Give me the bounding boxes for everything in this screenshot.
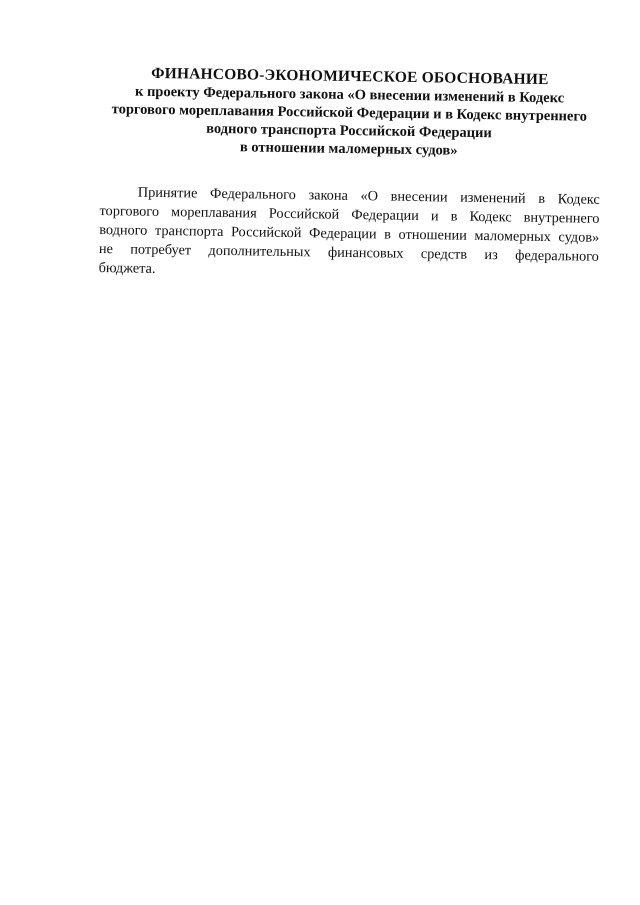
title-line-1: к проекту Федерального закона «О внесении изменений в Кодекс <box>134 83 565 107</box>
document-title-block <box>95 64 604 162</box>
body-line-3: водного транспорта Российской Федерации в отношении маломерных судов» <box>99 221 600 246</box>
body-line-5: бюджета. <box>98 259 156 277</box>
title-line-3: водного транспорта Российской Федерации <box>206 120 492 142</box>
body-line-2: торгового мореплавания Российской Федерации и в Кодекс внутреннего <box>99 202 600 227</box>
body-line-1: Принятие Федерального закона «О внесении изменений в Кодекс <box>137 184 600 208</box>
document-body-paragraph <box>99 183 600 286</box>
title-line-4: в отношении маломерных судов» <box>239 139 458 159</box>
title-line-2: торгового мореплавания Российской Федерации и в Кодекс внутреннего <box>111 101 588 125</box>
document-heading: ФИНАНСОВО-ЭКОНОМИЧЕСКОЕ ОБОСНОВАНИЕ <box>151 64 549 89</box>
body-line-4: не потребует дополнительных финансовых средств из федерального <box>98 240 600 265</box>
